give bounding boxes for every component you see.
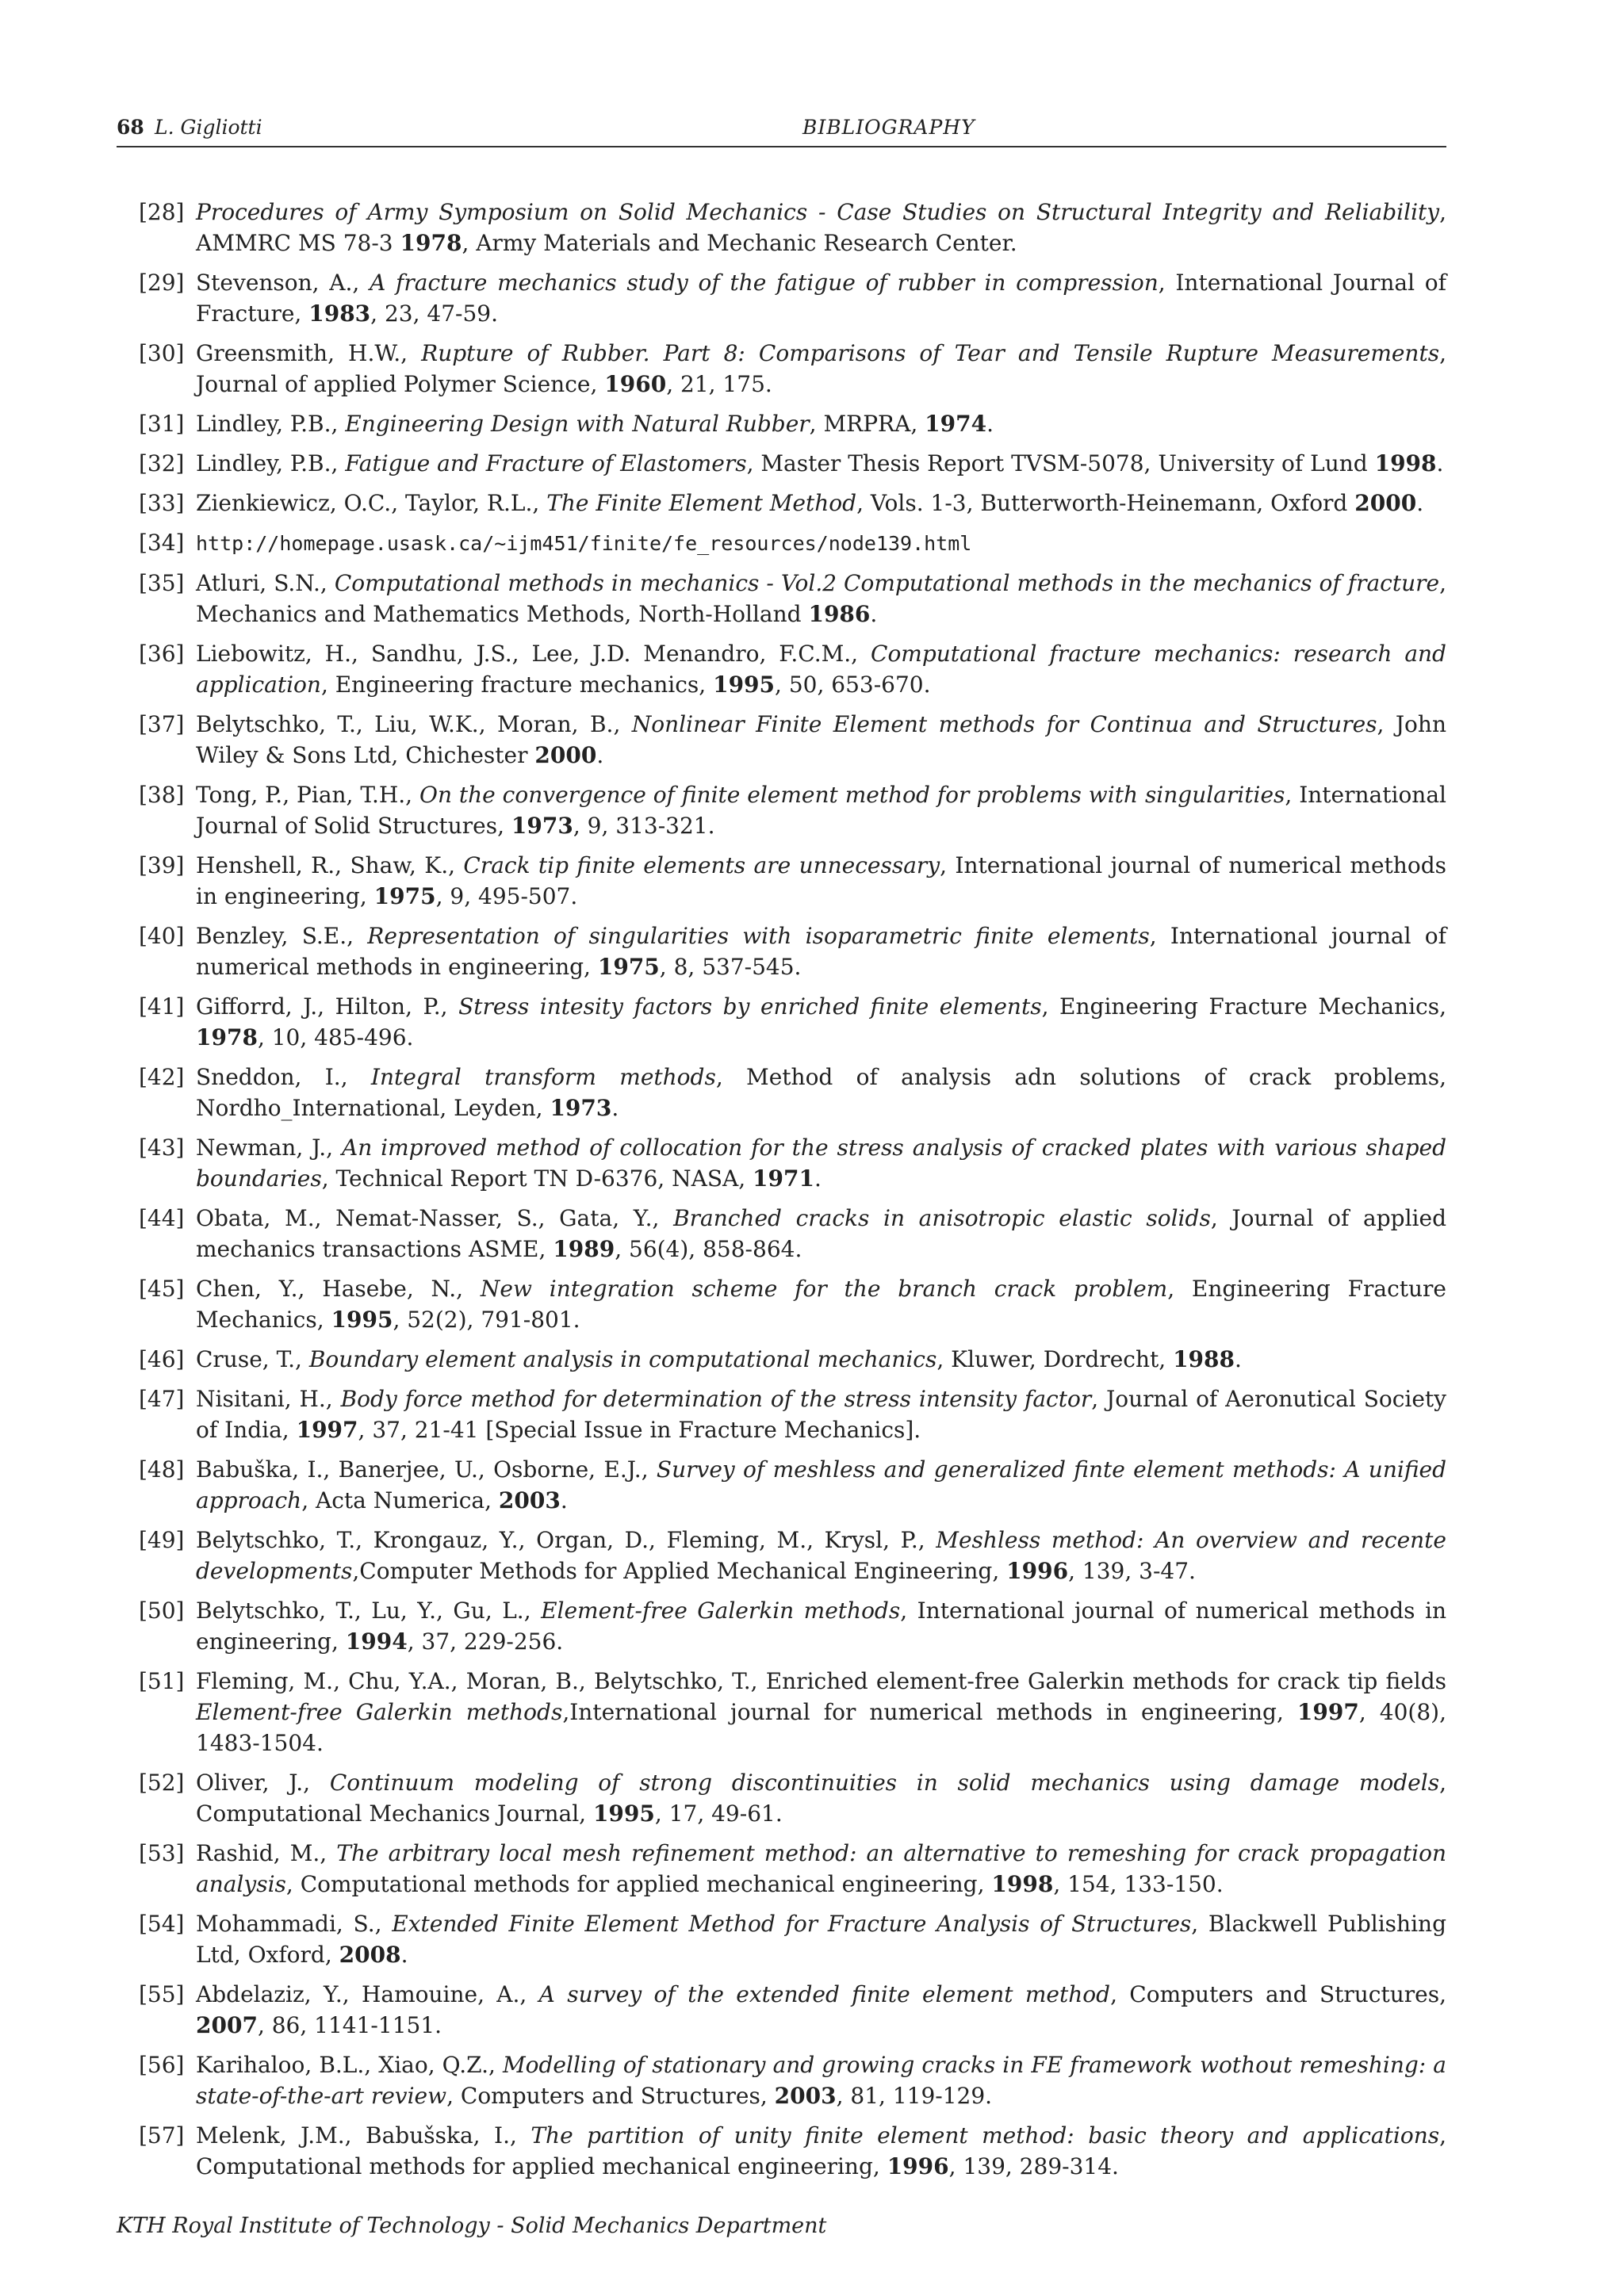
reference-text [196,1456,1446,1513]
reference-segment: , Method of analysis adn solutions of crack problems, Nordho_International, Leyden, [196,1064,1446,1121]
reference-segment: , MRPRA, [809,411,925,437]
reference-segment: , Computers and Structures, [446,2083,775,2109]
reference-number: [50] [139,1598,185,1624]
reference-number: [55] [139,1981,185,2007]
reference-text [196,1840,1446,1897]
reference-year: 1994 [345,1628,408,1655]
reference-segment: Atluri, S.N., [196,570,335,596]
reference-segment: Fleming, M., Chu, Y.A., Moran, B., Belytschko, T., Enriched element-free Galerkin methods for crack tip fields [196,1668,1446,1694]
reference-number: [36] [139,641,185,667]
reference-text [196,1386,1446,1443]
reference-title: Element-free Galerkin methods [541,1598,901,1624]
reference-item [139,408,1446,439]
reference-year: 1988 [1173,1346,1235,1372]
reference-year: 2000 [1354,490,1417,516]
reference-item [139,488,1446,519]
reference-text [196,1346,1242,1372]
reference-item [139,1838,1446,1900]
reference-year: 1995 [713,672,776,698]
reference-segment: . [1235,1346,1242,1372]
reference-title: Boundary element analysis in computational mechanics [308,1346,937,1372]
reference-segment: , Computational Mechanics Journal, [196,1770,1446,1827]
reference-number: [40] [139,923,185,949]
reference-text [196,1135,1446,1192]
reference-text [196,1205,1446,1262]
reference-year: 1996 [1006,1558,1069,1584]
reference-segment: , 37, 229-256. [407,1628,564,1655]
reference-item [139,1383,1446,1445]
reference-segment: Rashid, M., [196,1840,337,1866]
reference-item [139,197,1446,258]
reference-item [139,568,1446,629]
reference-segment: , 23, 47-59. [370,300,499,327]
reference-year: 1998 [991,1871,1054,1897]
reference-segment: , 37, 21-41 [Special Issue in Fracture Mechanics]. [358,1417,921,1443]
reference-year: 1989 [553,1236,615,1262]
reference-item [139,638,1446,700]
reference-segment: . [611,1095,619,1121]
reference-year: 1998 [1374,450,1437,476]
reference-number: [37] [139,711,185,737]
reference-year: 1975 [373,883,436,909]
reference-url: http://homepage.usask.ca/~ijm451/finite/fe_resources/node139.html [196,532,972,555]
bibliography-list [139,197,1446,2191]
reference-text [196,993,1446,1050]
reference-number: [33] [139,490,185,516]
reference-segment: , Computers and Structures, [1110,1981,1446,2007]
reference-item [139,850,1446,912]
reference-segment: ,Computer Methods for Applied Mechanical Engineering, [352,1558,1007,1584]
reference-text [196,1598,1446,1655]
reference-number: [49] [139,1527,185,1553]
reference-item [139,920,1446,982]
reference-text [196,270,1446,327]
reference-segment: , International journal of numerical methods in engineering, [196,852,1446,909]
reference-segment: , International journal of numerical methods in engineering, [196,1598,1446,1655]
reference-year: 1973 [550,1095,612,1121]
reference-year: 2008 [339,1942,401,1968]
reference-number: [28] [139,199,185,225]
reference-segment: Tong, P., Pian, T.H., [196,782,419,808]
reference-number: [54] [139,1911,185,1937]
reference-item [139,2120,1446,2182]
reference-segment: , International Journal of Solid Structures, [196,782,1446,839]
reference-item [139,267,1446,329]
reference-year: 1996 [887,2153,949,2179]
reference-title: The Finite Element Method [546,490,857,516]
reference-segment: Oliver, J., [196,1770,330,1796]
reference-number: [32] [139,450,185,476]
reference-title: A fracture mechanics study of the fatigue of rubber in compression [370,270,1159,296]
reference-segment: Newman, J., [196,1135,342,1161]
reference-segment: Sneddon, I., [196,1064,371,1090]
reference-segment: Lindley, P.B., [196,411,346,437]
reference-segment: , 52(2), 791-801. [393,1307,580,1333]
reference-segment: Liebowitz, H., Sandhu, J.S., Lee, J.D. Menandro, F.C.M., [196,641,871,667]
reference-number: [45] [139,1276,185,1302]
reference-number: [43] [139,1135,185,1161]
reference-segment: , 139, 289-314. [948,2153,1119,2179]
reference-segment: Obata, M., Nemat-Nasser, S., Gata, Y., [196,1205,674,1231]
reference-segment: , Acta Numerica, [301,1487,499,1513]
reference-segment: , Engineering Fracture Mechanics, [1041,993,1446,1020]
reference-segment: , Army Materials and Mechanic Research Center. [462,230,1017,256]
reference-item [139,1666,1446,1758]
reference-year: 1997 [1297,1699,1359,1725]
reference-number: [35] [139,570,185,596]
reference-segment: , 17, 49-61. [654,1800,783,1827]
reference-segment: , Journal of Aeronutical Society of India, [196,1386,1447,1443]
reference-item [139,1344,1446,1375]
reference-number: [31] [139,411,185,437]
reference-title: Stress intesity factors by enriched finite elements [458,993,1042,1020]
reference-title: Computational fracture mechanics: research and application [196,641,1446,698]
reference-segment: , Technical Report TN D-6376, NASA, [321,1165,753,1192]
reference-title: Engineering Design with Natural Rubber [345,411,810,437]
reference-title: Branched cracks in anisotropic elastic solids [673,1205,1211,1231]
reference-number: [30] [139,340,185,366]
reference-title: New integration scheme for the branch crack problem [480,1276,1168,1302]
reference-segment: , Engineering fracture mechanics, [320,672,714,698]
reference-item [139,1203,1446,1265]
reference-segment: , 9, 313-321. [573,813,715,839]
reference-year: 1975 [597,954,660,980]
reference-item [139,1132,1446,1194]
reference-year: 1971 [753,1165,814,1192]
reference-text [196,1981,1446,2038]
reference-segment: ,International journal for numerical methods in engineering, [562,1699,1297,1725]
reference-segment: Benzley, S.E., [196,923,368,949]
reference-year: 1973 [511,813,573,839]
reference-number: [57] [139,2122,185,2149]
reference-segment: . [560,1487,568,1513]
reference-segment: Chen, Y., Hasebe, N., [196,1276,481,1302]
reference-segment: , Computational methods for applied mechanical engineering, [196,2122,1447,2179]
reference-segment: , 50, 653-670. [775,672,931,698]
reference-segment: , Journal of applied mechanics transactions ASME, [196,1205,1446,1262]
reference-segment: , 56(4), 858-864. [615,1236,802,1262]
header-author: L. Gigliotti [155,116,262,139]
reference-title: Procedures of Army Symposium on Solid Mechanics - Case Studies on Structural Integrity and Reliability [196,199,1440,225]
reference-text [196,411,994,437]
reference-segment: , Computational methods for applied mechanical engineering, [285,1871,992,1897]
reference-year: 2003 [498,1487,561,1513]
reference-title: A survey of the extended finite element method [538,1981,1111,2007]
reference-segment: Melenk, J.M., Babušska, I., [196,2122,531,2149]
reference-segment: , International journal of numerical methods in engineering, [196,923,1446,980]
reference-segment: , John Wiley & Sons Ltd, Chichester [196,711,1446,768]
reference-segment: Mohammadi, S., [196,1911,393,1937]
reference-item [139,1454,1446,1516]
page-footer: KTH Royal Institute of Technology - Solid Mechanics Department [117,2214,827,2238]
reference-text [196,641,1446,698]
reference-segment: , 154, 133-150. [1053,1871,1224,1897]
reference-segment: . [870,601,878,627]
reference-text [196,199,1446,256]
reference-segment: Greensmith, H.W., [196,340,422,366]
reference-year: 1983 [308,300,371,327]
reference-segment: Henshell, R., Shaw, K., [196,852,464,878]
reference-text [196,340,1446,397]
reference-segment: Abdelaziz, Y., Hamouine, A., [196,1981,539,2007]
reference-segment: , International Journal of Fracture, [196,270,1446,327]
reference-segment: , Vols. 1-3, Butterworth-Heinemann, Oxford [856,490,1355,516]
reference-title: Computational methods in mechanics - Vol.2 Computational methods in the mechanics of fracture [334,570,1440,596]
reference-segment: Belytschko, T., Lu, Y., Gu, L., [196,1598,542,1624]
reference-item [139,709,1446,771]
reference-year: 1978 [400,230,462,256]
reference-segment: , Master Thesis Report TVSM-5078, University of Lund [746,450,1375,476]
reference-item [139,991,1446,1053]
reference-segment: , 139, 3-47. [1068,1558,1196,1584]
reference-title: An improved method of collocation for the stress analysis of cracked plates with various shaped boundaries [196,1135,1446,1192]
reference-title: On the convergence of finite element method for problems with singularities [419,782,1285,808]
reference-year: 1974 [925,411,987,437]
reference-number: [47] [139,1386,185,1412]
reference-number: [29] [139,270,185,296]
reference-item [139,1062,1446,1123]
reference-title: Meshless method: An overview and recente developments [196,1527,1447,1584]
reference-item [139,1979,1446,2041]
reference-segment: , Engineering Fracture Mechanics, [196,1276,1447,1333]
reference-text [196,1064,1446,1121]
reference-item [139,1273,1446,1335]
reference-segment: . [596,742,604,768]
running-header [117,111,1446,147]
reference-text [196,1276,1446,1333]
reference-text [196,1668,1446,1756]
reference-year: 2007 [196,2012,258,2038]
reference-title: Nonlinear Finite Element methods for Continua and Structures [631,711,1377,737]
reference-text [196,1770,1446,1827]
reference-segment: Belytschko, T., Liu, W.K., Moran, B., [196,711,632,737]
reference-text [196,570,1446,627]
reference-title: Survey of meshless and generalized finte element methods: A unified approach [196,1456,1446,1513]
reference-number: [34] [139,530,185,556]
reference-number: [51] [139,1668,185,1694]
reference-title: Element-free Galerkin methods [196,1699,563,1725]
reference-text [196,1527,1446,1584]
reference-year: 2003 [774,2083,837,2109]
reference-segment: . [986,411,994,437]
reference-year: 1995 [331,1307,393,1333]
reference-segment: , AMMRC MS 78-3 [196,199,1446,256]
reference-item [139,448,1446,479]
reference-number: [38] [139,782,185,808]
reference-item [139,527,1446,559]
reference-item [139,1595,1446,1657]
reference-segment: , 10, 485-496. [257,1024,414,1050]
reference-segment: , 8, 537-545. [659,954,802,980]
reference-text [196,490,1423,516]
reference-number: [39] [139,852,185,878]
reference-number: [44] [139,1205,185,1231]
reference-year: 1978 [196,1024,258,1050]
reference-segment: Zienkiewicz, O.C., Taylor, R.L., [196,490,547,516]
reference-number: [56] [139,2052,185,2078]
reference-number: [53] [139,1840,185,1866]
reference-item [139,1767,1446,1829]
reference-segment: Gifforrd, J., Hilton, P., [196,993,459,1020]
reference-segment: , 86, 1141-1151. [257,2012,442,2038]
reference-segment: , 40(8), 1483-1504. [196,1699,1446,1756]
reference-text [196,852,1446,909]
reference-title: Representation of singularities with isoparametric finite elements [367,923,1150,949]
reference-item [139,1525,1446,1586]
reference-title: Rupture of Rubber. Part 8: Comparisons of Tear and Tensile Rupture Measurements [421,340,1440,366]
reference-text [196,530,971,556]
reference-year: 1997 [296,1417,358,1443]
reference-title: Integral transform methods [370,1064,716,1090]
reference-text [196,923,1446,980]
reference-segment: , Kluwer, Dordrecht, [936,1346,1174,1372]
reference-year: 1960 [604,371,667,397]
reference-segment: . [400,1942,408,1968]
reference-segment: , Mechanics and Mathematics Methods, North-Holland [196,570,1446,627]
reference-text [196,2122,1446,2179]
reference-segment: Karihaloo, B.L., Xiao, Q.Z., [196,2052,503,2078]
reference-segment: Babuška, I., Banerjee, U., Osborne, E.J., [196,1456,657,1483]
section-title: BIBLIOGRAPHY [802,116,975,139]
reference-number: [48] [139,1456,185,1483]
reference-segment: Belytschko, T., Krongauz, Y., Organ, D., Fleming, M., Krysl, P., [196,1527,936,1553]
reference-title: Crack tip finite elements are unnecessary [463,852,940,878]
reference-segment: . [1416,490,1424,516]
reference-segment: Cruse, T., [196,1346,309,1372]
reference-item [139,779,1446,841]
reference-year: 1995 [592,1800,655,1827]
reference-segment: , 21, 175. [666,371,772,397]
page-number: 68 [117,116,144,139]
reference-segment: . [814,1165,822,1192]
reference-segment: Stevenson, A., [196,270,370,296]
reference-title: Modelling of stationary and growing cracks in FE framework wothout remeshing: a state-of-the-art review [196,2052,1446,2109]
reference-segment: , 81, 119-129. [836,2083,993,2109]
reference-title: The arbitrary local mesh refinement method: an alternative to remeshing for crack propagation analysis [196,1840,1447,1897]
reference-number: [52] [139,1770,185,1796]
reference-item [139,1908,1446,1970]
reference-segment: , 9, 495-507. [435,883,578,909]
reference-segment: . [1436,450,1444,476]
reference-item [139,338,1446,400]
reference-segment: , Blackwell Publishing Ltd, Oxford, [196,1911,1446,1968]
reference-item [139,2049,1446,2111]
reference-title: Extended Finite Element Method for Fracture Analysis of Structures [392,1911,1192,1937]
reference-number: [42] [139,1064,185,1090]
reference-year: 1986 [808,601,871,627]
reference-segment: , Journal of applied Polymer Science, [196,340,1446,397]
reference-segment: Nisitani, H., [196,1386,341,1412]
reference-text [196,450,1443,476]
reference-number: [46] [139,1346,185,1372]
reference-title: The partition of unity finite element method: basic theory and applications [530,2122,1440,2149]
reference-title: Body force method for determination of the stress intensity factor [340,1386,1092,1412]
reference-segment: Lindley, P.B., [196,450,346,476]
reference-title: Continuum modeling of strong discontinuities in solid mechanics using damage models [329,1770,1440,1796]
reference-text [196,1911,1446,1968]
reference-text [196,2052,1446,2109]
reference-number: [41] [139,993,185,1020]
reference-year: 2000 [534,742,597,768]
reference-text [196,782,1446,839]
reference-text [196,711,1446,768]
reference-title: Fatigue and Fracture of Elastomers [345,450,747,476]
